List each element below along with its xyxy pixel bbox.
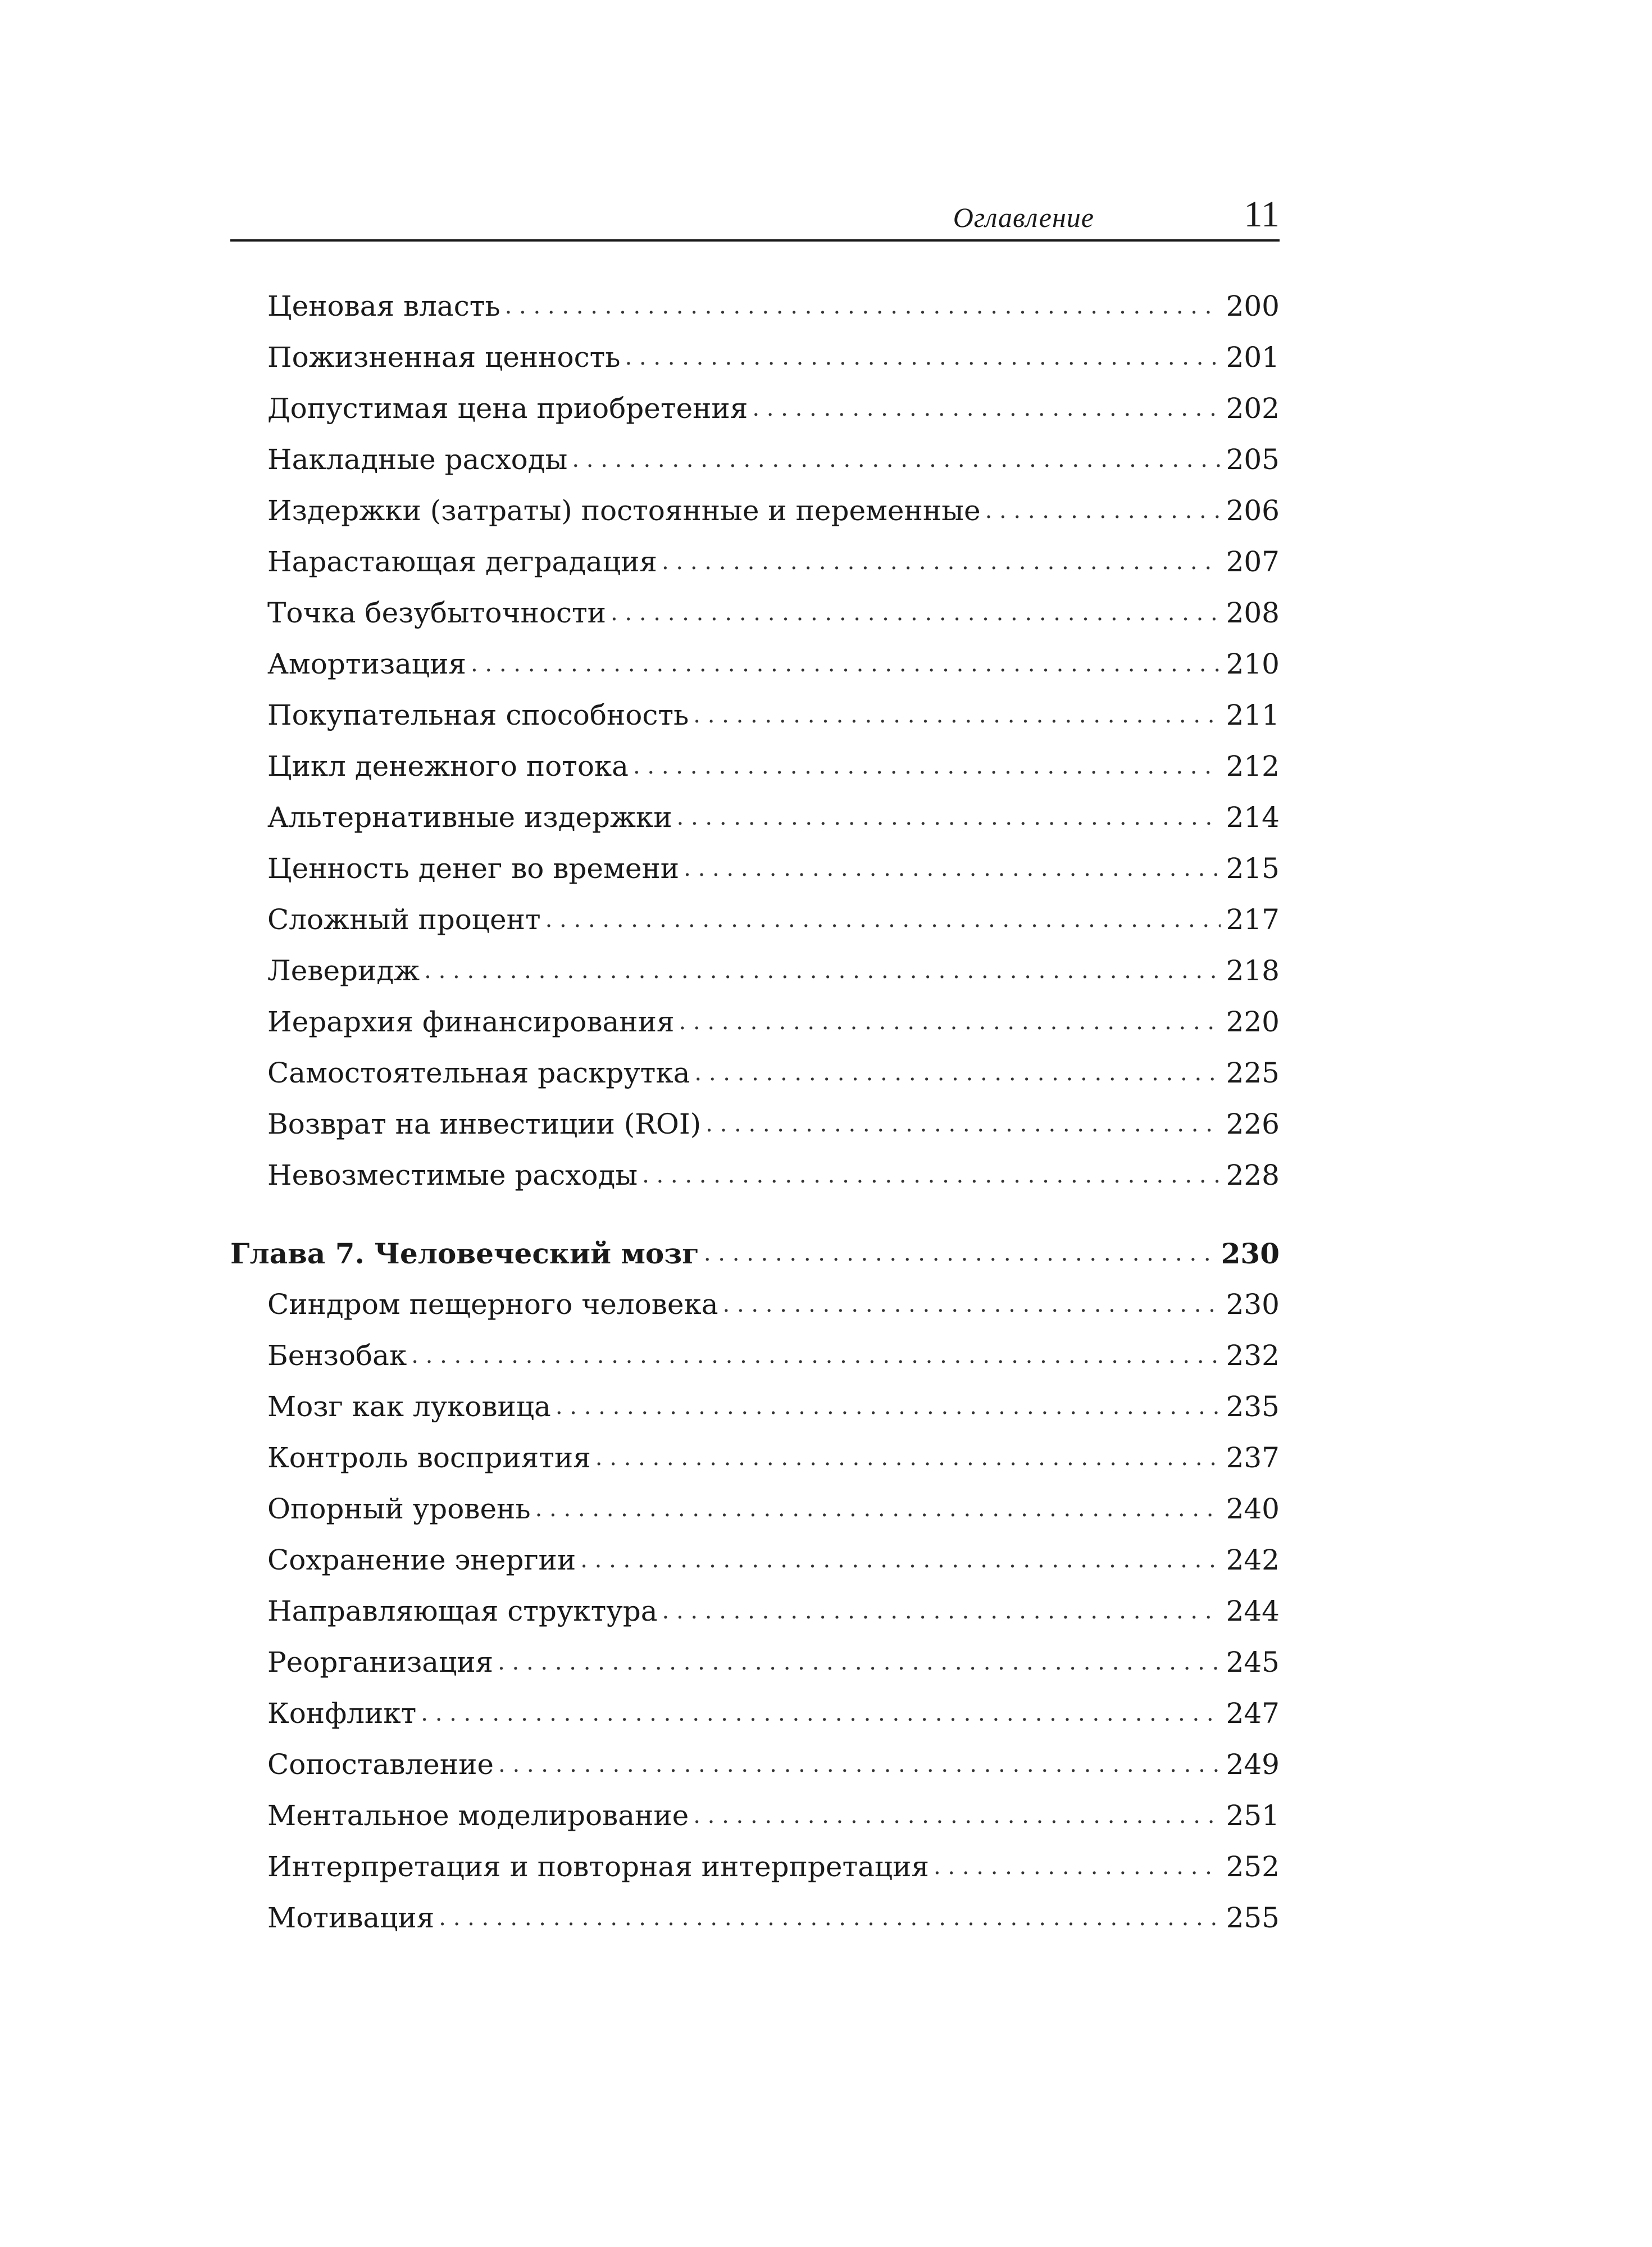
- toc-entry-title: Издержки (затраты) постоянные и переменные: [267, 494, 981, 527]
- running-head-page-number: 11: [1244, 194, 1280, 235]
- dot-leader: [723, 1279, 1221, 1330]
- dot-leader: [535, 1484, 1221, 1535]
- dot-leader: [625, 332, 1221, 383]
- toc-entry-title: Нарастающая деградация: [267, 545, 657, 578]
- dot-leader: [498, 1739, 1221, 1790]
- dot-leader: [677, 792, 1221, 843]
- toc-entry-title: Мозг как луковица: [267, 1390, 551, 1423]
- dot-leader: [934, 1841, 1221, 1893]
- toc-entry-page: 228: [1226, 1159, 1280, 1191]
- dot-leader: [679, 997, 1221, 1048]
- toc-entry: [230, 1790, 1280, 1841]
- dot-leader: [704, 1228, 1216, 1279]
- toc-entry-title: Синдром пещерного человека: [267, 1288, 718, 1321]
- toc-entry: [230, 485, 1280, 536]
- toc-entry: [230, 1535, 1280, 1586]
- toc-entry: [230, 792, 1280, 843]
- dot-leader: [572, 434, 1220, 485]
- toc-entry-title: Сложный процент: [267, 903, 541, 936]
- toc-entry-page: 230: [1226, 1288, 1280, 1321]
- toc-entry-title: Возврат на инвестиции (ROI): [267, 1108, 702, 1140]
- dot-leader: [752, 383, 1220, 434]
- toc-entry: [230, 332, 1280, 383]
- toc-entry: [230, 588, 1280, 639]
- toc-entry-title: Контроль восприятия: [267, 1441, 591, 1474]
- toc-entry-title: Иерархия финансирования: [267, 1006, 675, 1038]
- toc-entry: [230, 1381, 1280, 1432]
- toc-entry-title: Леверидж: [267, 954, 420, 987]
- toc-entry-page: 220: [1226, 1006, 1280, 1038]
- running-head: [230, 191, 1280, 242]
- dot-leader: [985, 485, 1221, 536]
- toc-entry-title: Мотивация: [267, 1902, 435, 1934]
- dot-leader: [611, 588, 1221, 639]
- toc-chapter-page: 230: [1221, 1237, 1280, 1270]
- toc-entry: [230, 1841, 1280, 1893]
- dot-leader: [556, 1381, 1221, 1432]
- toc-entry: [230, 1484, 1280, 1535]
- toc-entry-title: Допустимая цена приобретения: [267, 392, 748, 425]
- toc-entry-page: 218: [1226, 954, 1280, 987]
- toc-entry: [230, 1432, 1280, 1484]
- toc-entry-page: 210: [1226, 648, 1280, 680]
- toc-entry: [230, 383, 1280, 434]
- toc-entry-page: 226: [1226, 1108, 1280, 1140]
- toc-entry-title: Точка безубыточности: [267, 597, 606, 629]
- dot-leader: [498, 1637, 1220, 1688]
- toc-entry-page: 237: [1226, 1441, 1280, 1474]
- table-of-contents: [230, 281, 1280, 1944]
- toc-entry: [230, 1279, 1280, 1330]
- toc-entry: [230, 1048, 1280, 1099]
- toc-entry-page: 247: [1226, 1697, 1280, 1730]
- toc-entry: [230, 1893, 1280, 1944]
- toc-entry-title: Цикл денежного потока: [267, 750, 629, 783]
- dot-leader: [633, 741, 1221, 792]
- toc-entry-page: 201: [1226, 341, 1280, 374]
- toc-entry: [230, 1739, 1280, 1790]
- toc-entry-title: Накладные расходы: [267, 443, 568, 476]
- toc-entry-page: 212: [1226, 750, 1280, 783]
- toc-entry: [230, 843, 1280, 894]
- toc-chapter-heading: [230, 1228, 1280, 1279]
- dot-leader: [411, 1330, 1220, 1381]
- toc-entry-title: Самостоятельная раскрутка: [267, 1057, 690, 1089]
- dot-leader: [471, 639, 1221, 690]
- toc-entry-page: 217: [1226, 903, 1280, 936]
- toc-entry: [230, 997, 1280, 1048]
- toc-entry-page: 207: [1226, 545, 1280, 578]
- dot-leader: [580, 1535, 1220, 1586]
- toc-entry-title: Направляющая структура: [267, 1595, 658, 1627]
- toc-entry-page: 240: [1226, 1493, 1280, 1525]
- toc-entry: [230, 690, 1280, 741]
- toc-entry-page: 205: [1226, 443, 1280, 476]
- toc-entry-page: 252: [1226, 1850, 1280, 1883]
- dot-leader: [694, 1048, 1220, 1099]
- toc-entry: [230, 741, 1280, 792]
- toc-entry-title: Покупательная способность: [267, 699, 689, 731]
- toc-entry-title: Невозместимые расходы: [267, 1159, 638, 1191]
- toc-entry-title: Интерпретация и повторная интерпретация: [267, 1850, 929, 1883]
- toc-entry-page: 214: [1226, 801, 1280, 834]
- toc-entry-page: 251: [1226, 1799, 1280, 1832]
- dot-leader: [706, 1099, 1220, 1150]
- toc-entry: [230, 1099, 1280, 1150]
- toc-entry-page: 244: [1226, 1595, 1280, 1627]
- toc-entry-title: Сохранение энергии: [267, 1544, 576, 1576]
- toc-entry-page: 235: [1226, 1390, 1280, 1423]
- dot-leader: [545, 894, 1221, 945]
- toc-chapter-title: Глава 7. Человеческий мозг: [230, 1237, 699, 1270]
- toc-entry: [230, 434, 1280, 485]
- dot-leader: [693, 690, 1220, 741]
- dot-leader: [662, 536, 1221, 588]
- dot-leader: [642, 1150, 1221, 1201]
- toc-entry-page: 215: [1226, 852, 1280, 885]
- header-rule: [230, 239, 1280, 242]
- toc-entry-title: Ценность денег во времени: [267, 852, 680, 885]
- toc-entry-title: Ментальное моделирование: [267, 1799, 689, 1832]
- toc-entry-title: Сопоставление: [267, 1748, 494, 1781]
- running-head-section-label: Оглавление: [953, 202, 1094, 233]
- toc-entry-page: 225: [1226, 1057, 1280, 1089]
- dot-leader: [421, 1688, 1220, 1739]
- toc-entry: [230, 639, 1280, 690]
- toc-entry: [230, 1688, 1280, 1739]
- toc-entry-page: 211: [1226, 699, 1280, 731]
- toc-entry: [230, 1637, 1280, 1688]
- toc-entry: [230, 894, 1280, 945]
- dot-leader: [662, 1586, 1221, 1637]
- toc-entry: [230, 536, 1280, 588]
- toc-entry-title: Опорный уровень: [267, 1493, 531, 1525]
- toc-entry: [230, 281, 1280, 332]
- toc-entry-title: Реорганизация: [267, 1646, 494, 1679]
- toc-entry-title: Конфликт: [267, 1697, 417, 1730]
- dot-leader: [693, 1790, 1220, 1841]
- toc-entry-page: 255: [1226, 1902, 1280, 1934]
- toc-entry-title: Бензобак: [267, 1339, 407, 1372]
- toc-entry-title: Пожизненная ценность: [267, 341, 621, 374]
- toc-entry: [230, 945, 1280, 997]
- toc-entry: [230, 1586, 1280, 1637]
- toc-entry-page: 206: [1226, 494, 1280, 527]
- dot-leader: [505, 281, 1221, 332]
- dot-leader: [595, 1432, 1221, 1484]
- toc-entry-page: 249: [1226, 1748, 1280, 1781]
- toc-entry: [230, 1330, 1280, 1381]
- toc-entry-page: 202: [1226, 392, 1280, 425]
- toc-entry-page: 242: [1226, 1544, 1280, 1576]
- toc-entry-title: Альтернативные издержки: [267, 801, 672, 834]
- dot-leader: [684, 843, 1220, 894]
- dot-leader: [439, 1893, 1220, 1944]
- toc-entry: [230, 1150, 1280, 1201]
- toc-entry-title: Амортизация: [267, 648, 466, 680]
- toc-entry-page: 245: [1226, 1646, 1280, 1679]
- dot-leader: [424, 945, 1220, 997]
- toc-entry-title: Ценовая власть: [267, 290, 500, 322]
- toc-entry-page: 200: [1226, 290, 1280, 322]
- toc-entry-page: 208: [1226, 597, 1280, 629]
- toc-entry-page: 232: [1226, 1339, 1280, 1372]
